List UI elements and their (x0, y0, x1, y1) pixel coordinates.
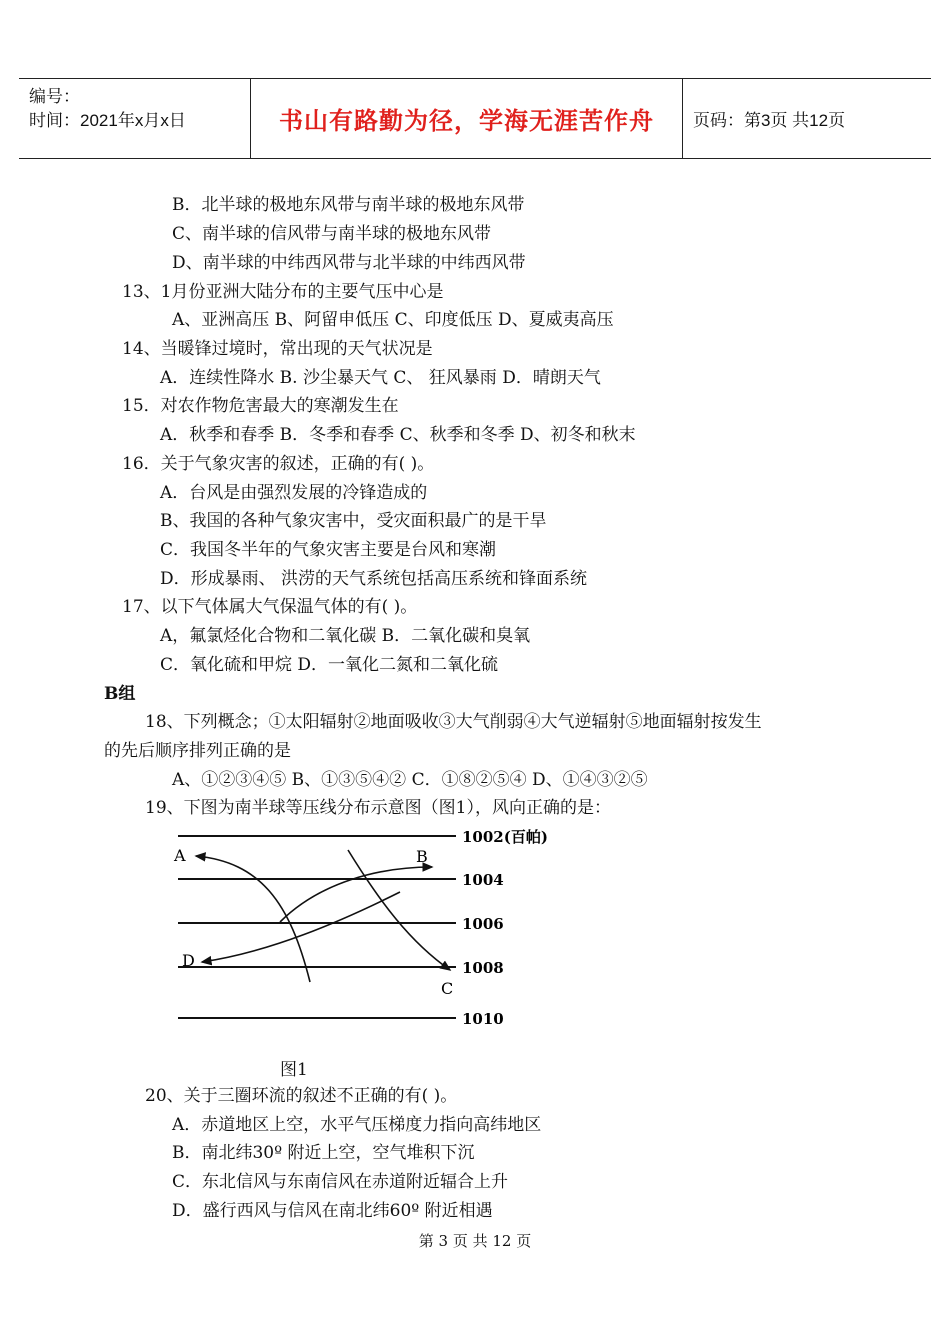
section-b-heading: B组 (104, 684, 136, 704)
q14-stem: 14、当暖锋过境时，常出现的天气状况是 (122, 339, 433, 359)
isobar-figure (160, 822, 580, 1032)
q17-stem: 17、以下气体属大气保温气体的有( )。 (122, 597, 418, 617)
q16-option-c: C．我国冬半年的气象灾害主要是台风和寒潮 (160, 540, 497, 560)
page-footer: 第 3 页 共 12 页 (418, 1232, 532, 1250)
header-motto: 书山有路勤为径，学海无涯苦作舟 (251, 79, 683, 158)
page-header (19, 78, 931, 159)
q20-option-b: B．南北纬30º 附近上空，空气堆积下沉 (172, 1143, 475, 1163)
point-label-a: A (174, 846, 186, 865)
q20-option-d: D．盛行西风与信风在南北纬60º 附近相遇 (172, 1201, 493, 1221)
point-label-b: B (416, 847, 428, 866)
q19-stem: 19、下图为南半球等压线分布示意图（图1），风向正确的是： (145, 798, 611, 818)
q15-options: A．秋季和春季 B．冬季和春季 C、秋季和冬季 D、初冬和秋末 (160, 425, 636, 445)
q12-option-d: D、南半球的中纬西风带与北半球的中纬西风带 (172, 253, 526, 273)
isobar-label-1002: 1002(百帕) (462, 828, 548, 846)
isobar-label-1010: 1010 (462, 1010, 504, 1028)
q13-stem: 13、1月份亚洲大陆分布的主要气压中心是 (122, 282, 444, 302)
q20-stem: 20、关于三圈环流的叙述不正确的有( )。 (145, 1086, 458, 1106)
isobar-label-1008: 1008 (462, 959, 504, 977)
q18-options: A、①②③④⑤ B、①③⑤④② C．①⑧②⑤④ D、①④③②⑤ (172, 770, 648, 790)
q14-options: A．连续性降水 B. 沙尘暴天气 C、 狂风暴雨 D．晴朗天气 (160, 368, 601, 388)
q20-option-a: A．赤道地区上空，水平气压梯度力指向高纬地区 (172, 1115, 542, 1135)
q13-options: A、亚洲高压 B、阿留申低压 C、印度低压 D、夏威夷高压 (172, 310, 614, 330)
q18-stem: 18、下列概念；①太阳辐射②地面吸收③大气削弱④大气逆辐射⑤地面辐射按发生 (145, 712, 762, 732)
q16-option-a: A．台风是由强烈发展的冷锋造成的 (160, 483, 428, 503)
q12-option-c: C、南半球的信风带与南半球的极地东风带 (172, 224, 492, 244)
figure-caption: 图1 (280, 1060, 308, 1080)
header-page-info: 页码：第3页 共12页 (693, 111, 846, 130)
q17-options-ab: A，氟氯烃化合物和二氧化碳 B．二氧化碳和臭氧 (160, 626, 531, 646)
q16-stem: 16．关于气象灾害的叙述，正确的有( )。 (122, 454, 435, 474)
q17-options-cd: C．氧化硫和甲烷 D．一氧化二氮和二氧化硫 (160, 655, 499, 675)
isobar-label-1006: 1006 (462, 915, 504, 933)
point-label-d: D (182, 951, 195, 970)
q15-stem: 15．对农作物危害最大的寒潮发生在 (122, 396, 399, 416)
q16-option-d: D．形成暴雨、 洪涝的天气系统包括高压系统和锋面系统 (160, 569, 588, 589)
q18-stem-cont: 的先后顺序排列正确的是 (104, 741, 291, 761)
q12-option-b: B．北半球的极地东风带与南半球的极地东风带 (172, 195, 525, 215)
q20-option-c: C．东北信风与东南信风在赤道附近辐合上升 (172, 1172, 509, 1192)
isobar-label-1004: 1004 (462, 871, 504, 889)
point-label-c: C (441, 979, 454, 998)
wind-arrow-a (196, 856, 310, 982)
header-time: 时间：2021年x月x日 (29, 111, 186, 130)
q16-option-b: B、我国的各种气象灾害中，受灾面积最广的是干旱 (160, 511, 547, 531)
header-meta (19, 79, 251, 158)
header-number: 编号： (29, 87, 80, 106)
